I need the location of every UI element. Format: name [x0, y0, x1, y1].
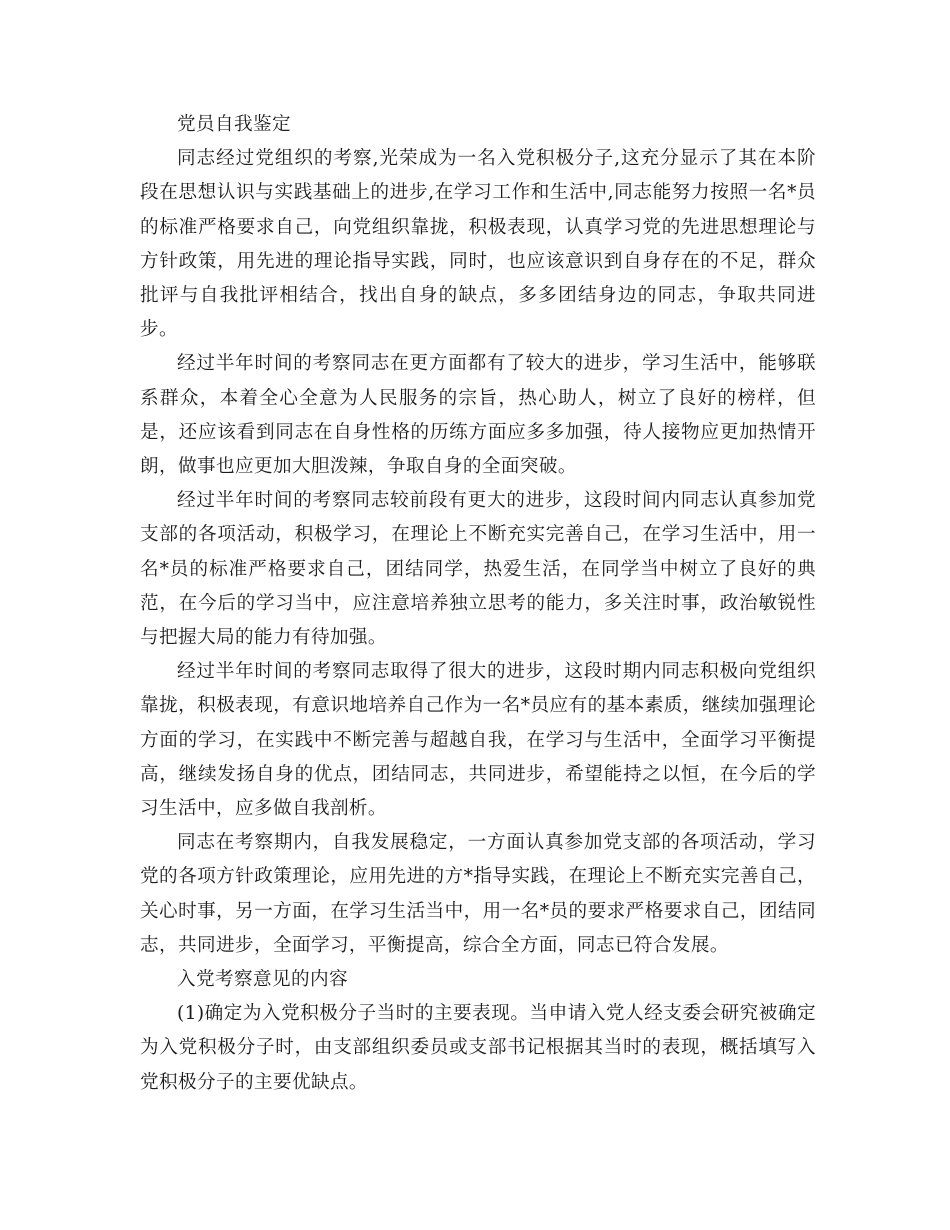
- document-title: 党员自我鉴定: [177, 114, 291, 135]
- paragraph-5: 同志在考察期内，自我发展稳定，一方面认真参加党支部的各项活动，学习党的各项方针政策理论，应用先进的方*指导实践，在理论上不断充实完善自己，关心时事，另一方面，在学习生活当中，用一名*员的要求严格要求自己，团结同志，共同进步，全面学习，平衡提高，综合全方面，同志已符合发展。: [140, 832, 816, 956]
- document-page: [140, 108, 816, 1100]
- paragraph-1: 同志经过党组织的考察,光荣成为一名入党积极分子,这充分显示了其在本阶段在思想认识与实践基础上的进步,在学习工作和生活中,同志能努力按照一名*员的标准严格要求自己，向党组织靠拢，积极表现，认真学习党的先进思想理论与方针政策，用先进的理论指导实践，同时，也应该意识到自身存在的不足，群众批评与自我批评相结合，找出自身的缺点，多多团结身边的同志，争取共同进步。: [140, 148, 816, 341]
- sub-paragraph-1: (1)确定为入党积极分子当时的主要表现。当申请入党人经支委会研究被确定为入党积极分子时，由支部组织委员或支部书记根据其当时的表现，概括填写入党积极分子的主要优缺点。: [140, 1003, 816, 1093]
- section-subheading: 入党考察意见的内容: [177, 969, 348, 991]
- paragraph-3: 经过半年时间的考察同志较前段有更大的进步，这段时间内同志认真参加党支部的各项活动，积极学习，在理论上不断充实完善自己，在学习生活中，用一名*员的标准严格要求自己，团结同学，热爱生活，在同学当中树立了良好的典范，在今后的学习当中，应注意培养独立思考的能力，多关注时事，政治敏锐性与把握大局的能力有待加强。: [140, 490, 816, 649]
- paragraph-2: 经过半年时间的考察同志在更方面都有了较大的进步，学习生活中，能够联系群众，本着全心全意为人民服务的宗旨，热心助人，树立了良好的榜样，但是，还应该看到同志在自身性格的历练方面应多多加强，待人接物应更加热情开朗，做事也应更加大胆泼辣，争取自身的全面突破。: [140, 353, 816, 478]
- paragraph-4: 经过半年时间的考察同志取得了很大的进步，这段时期内同志积极向党组织靠拢，积极表现，有意识地培养自己作为一名*员应有的基本素质，继续加强理论方面的学习，在实践中不断完善与超越自我，在学习与生活中，全面学习平衡提高，继续发扬自身的优点，团结同志，共同进步，希望能持之以恒，在今后的学习生活中，应多做自我剖析。: [140, 661, 816, 820]
